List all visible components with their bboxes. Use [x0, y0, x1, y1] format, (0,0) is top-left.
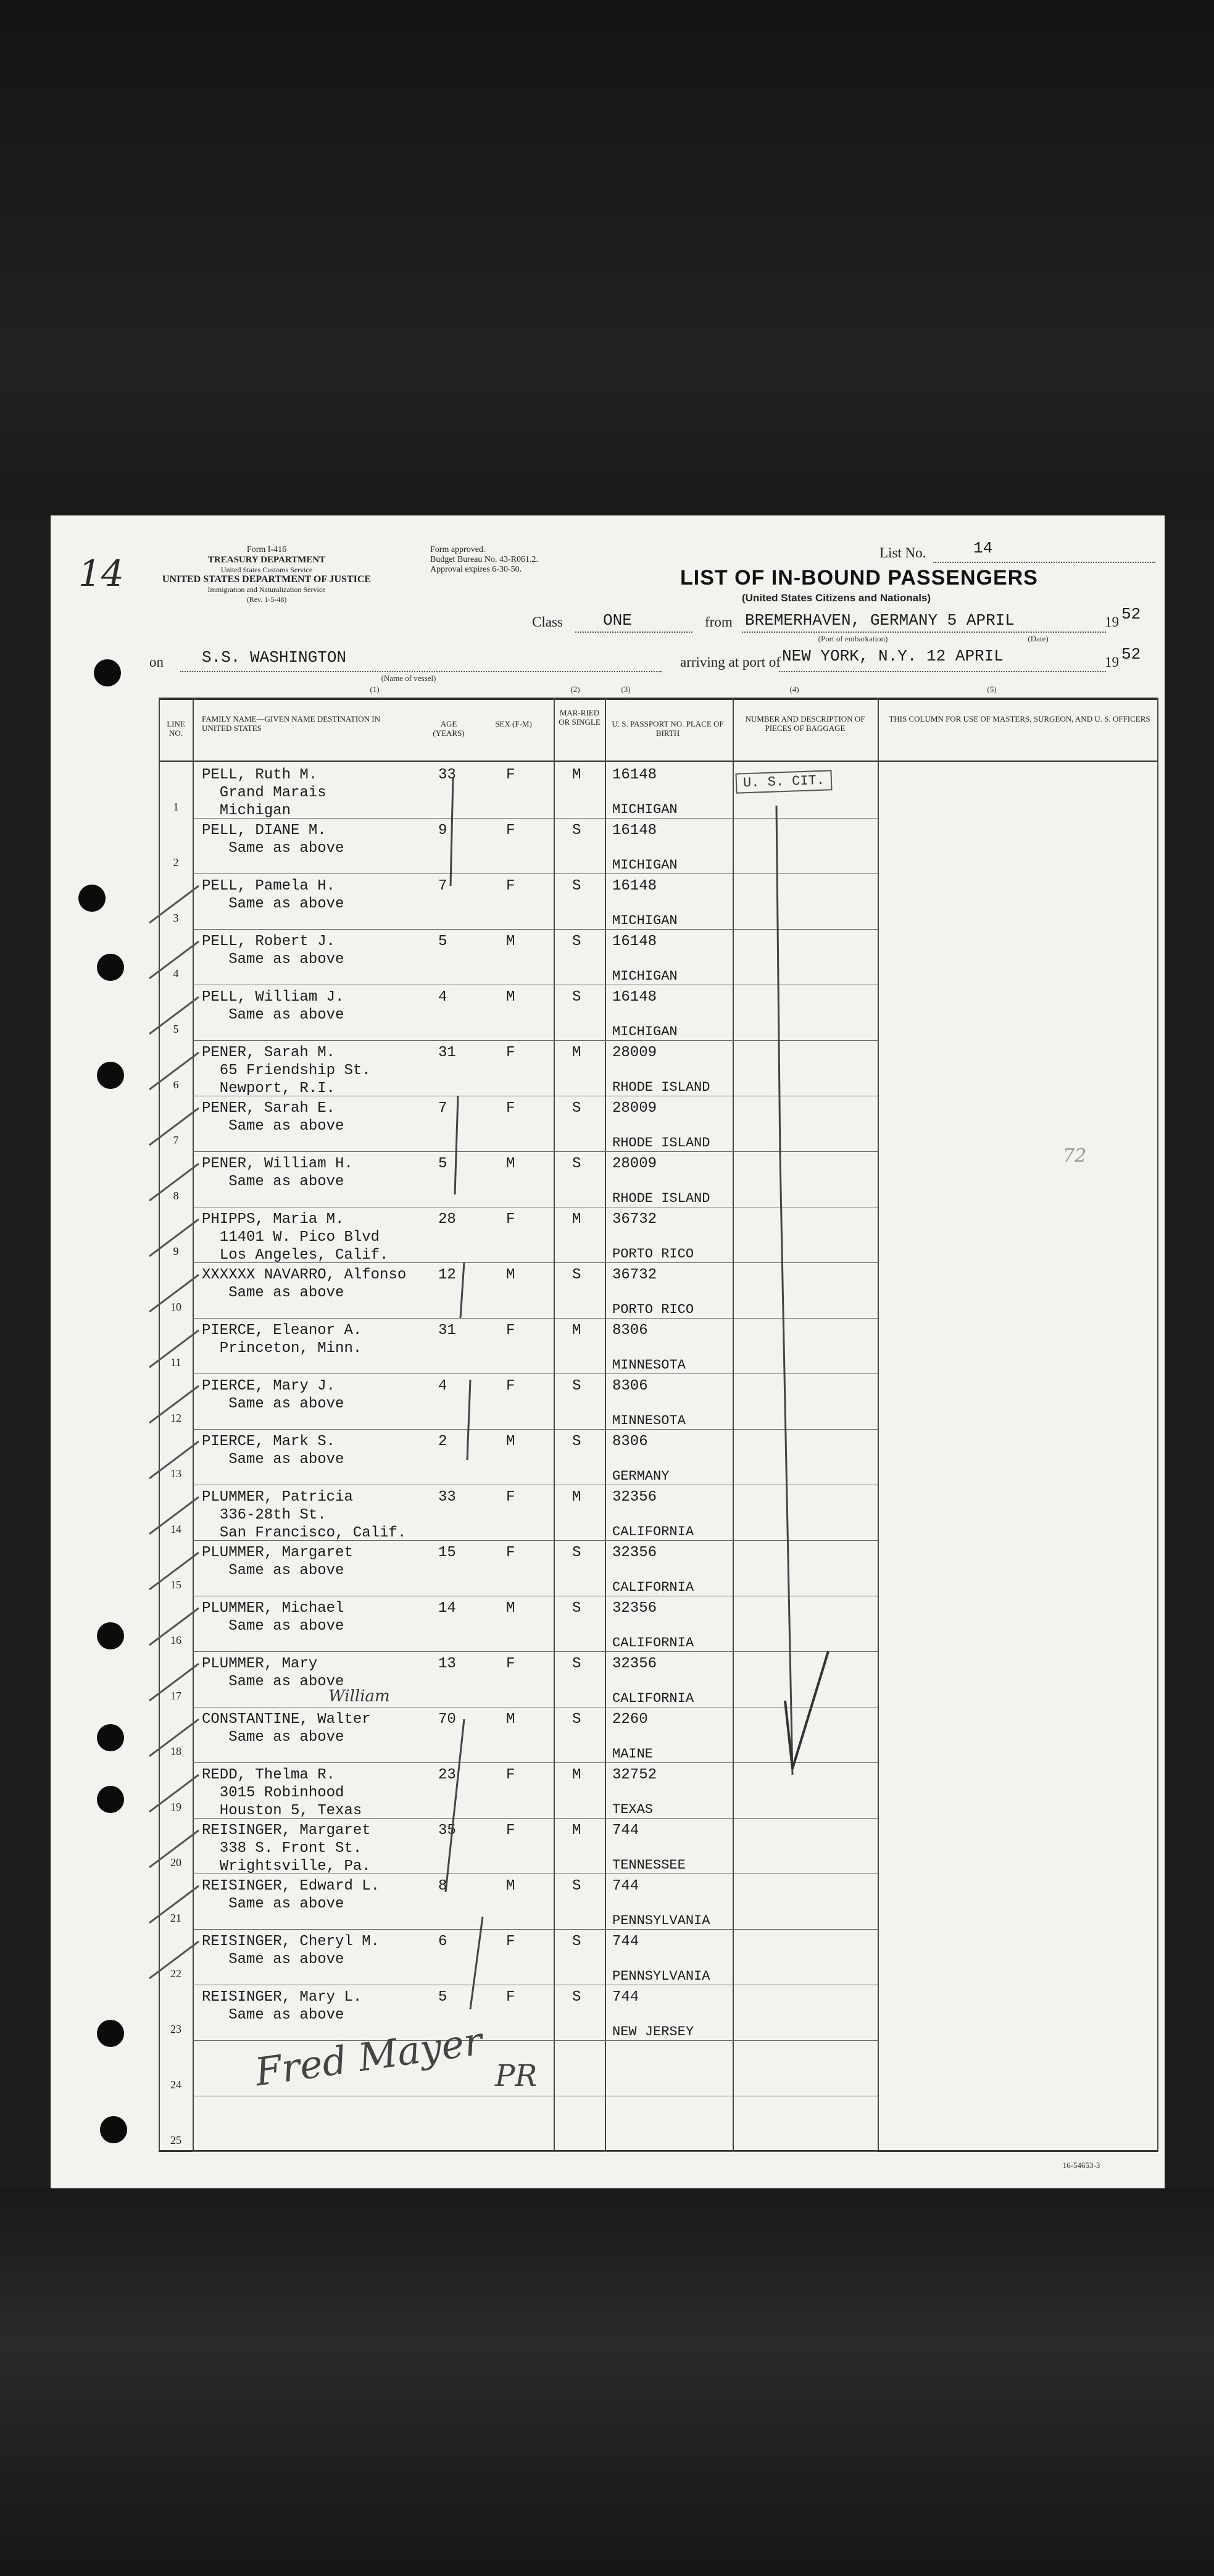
row-line-number: 6 [173, 1078, 179, 1091]
form-id-block [137, 545, 396, 604]
corner-mark: 14 [78, 552, 124, 594]
marital-status: S [572, 1933, 581, 1950]
place-of-birth: MICHIGAN [612, 913, 678, 928]
passenger-sex: M [506, 1878, 515, 1894]
passenger-name: PIERCE, Mark S. Same as above [202, 1433, 344, 1468]
passenger-sex: F [506, 1544, 515, 1561]
approval-text: Form approved. [430, 545, 486, 554]
passenger-sex: M [506, 1433, 515, 1450]
col-num-5: (5) [987, 685, 997, 694]
place-of-birth: MICHIGAN [612, 857, 678, 873]
arrival-line [779, 671, 1106, 672]
arrival-port: NEW YORK, N.Y. 12 APRIL [782, 647, 1004, 665]
passenger-age: 31 [438, 1322, 456, 1339]
class-label: Class [532, 614, 563, 630]
row-line-number: 11 [170, 1356, 181, 1369]
passenger-age: 7 [438, 878, 447, 894]
page-title: LIST OF IN-BOUND PASSENGERS [680, 566, 1038, 590]
passenger-name: PHIPPS, Maria M. 11401 W. Pico Blvd Los Angeles, Calif. [202, 1211, 389, 1264]
from-year: 52 [1121, 605, 1141, 623]
place-of-birth: MICHIGAN [612, 1024, 678, 1040]
marital-status: S [572, 1378, 581, 1394]
row-line-number: 25 [170, 2134, 181, 2146]
passenger-sex: M [506, 933, 515, 950]
passenger-age: 5 [438, 933, 447, 950]
col-border-passport [605, 698, 606, 2151]
punch-hole [97, 1724, 124, 1751]
passport-number: 8306 [612, 1378, 648, 1394]
passenger-name: PLUMMER, Mary Same as above [202, 1656, 344, 1690]
row-line-number: 16 [170, 1634, 181, 1646]
passenger-name: PELL, William J. Same as above [202, 989, 344, 1023]
passenger-age: 6 [438, 1933, 447, 1950]
passport-number: 744 [612, 1878, 639, 1894]
passenger-age: 2 [438, 1433, 447, 1450]
marital-status: M [572, 1822, 581, 1839]
passenger-sex: F [506, 1211, 515, 1228]
place-of-birth: CALIFORNIA [612, 1635, 694, 1651]
row-line-number: 8 [173, 1190, 179, 1202]
margin-note: 72 [1063, 1145, 1087, 1167]
approval-block [430, 545, 628, 575]
place-of-birth: RHODE ISLAND [612, 1135, 710, 1151]
form-number: Form I-416 [246, 545, 287, 554]
passenger-name: PIERCE, Mary J. Same as above [202, 1378, 344, 1412]
row-line-number: 2 [173, 856, 179, 869]
passenger-name: PLUMMER, Michael Same as above [202, 1600, 344, 1635]
passenger-age: 13 [438, 1656, 456, 1672]
punch-hole [97, 2020, 124, 2047]
passenger-sex: M [506, 1711, 515, 1728]
from-value: BREMERHAVEN, GERMANY 5 APRIL [745, 611, 1015, 630]
row-line-number: 18 [170, 1745, 181, 1757]
passenger-age: 4 [438, 1378, 447, 1394]
scan-background-bottom [0, 2188, 1214, 2576]
passport-number: 16148 [612, 767, 657, 783]
row-line-number: 14 [170, 1523, 181, 1535]
passenger-age: 9 [438, 822, 447, 839]
row-divider [193, 2040, 878, 2041]
col-num-2: (2) [570, 685, 580, 694]
row-line-number: 20 [170, 1856, 181, 1869]
passport-number: 744 [612, 1933, 639, 1950]
marital-status: S [572, 1878, 581, 1894]
place-of-birth: CALIFORNIA [612, 1580, 694, 1595]
row-line-number: 10 [170, 1301, 181, 1313]
passenger-name: XXXXXX NAVARRO, Alfonso Same as above [202, 1267, 407, 1301]
form-revision: (Rev. 1-5-48) [246, 595, 287, 604]
place-of-birth: MICHIGAN [612, 802, 678, 817]
passenger-sex: F [506, 878, 515, 894]
place-of-birth: TENNESSEE [612, 1857, 686, 1873]
col-num-4: (4) [789, 685, 799, 694]
marital-status: M [572, 1489, 581, 1506]
class-line [575, 631, 692, 633]
page-subtitle: (United States Citizens and Nationals) [742, 592, 931, 604]
row-line-number: 7 [173, 1134, 179, 1146]
date-caption: (Date) [1028, 634, 1049, 643]
punch-hole [100, 2116, 127, 2143]
citizen-stamp-text: U. S. CIT. [742, 772, 825, 791]
vessel-caption: (Name of vessel) [381, 673, 436, 683]
row-line-number: 1 [173, 801, 179, 813]
family-bracket-lines [396, 762, 495, 2120]
passenger-name: PENER, Sarah M. 65 Friendship St. Newport, R.I. [202, 1044, 371, 1097]
marital-status: S [572, 1711, 581, 1728]
from-label: from [705, 614, 733, 630]
marital-status: S [572, 1433, 581, 1450]
from-line [742, 631, 1106, 633]
name-correction: William [328, 1687, 390, 1706]
place-of-birth: RHODE ISLAND [612, 1080, 710, 1095]
list-no-value: 14 [973, 539, 993, 557]
passenger-sex: F [506, 1989, 515, 2006]
passport-number: 32356 [612, 1489, 657, 1506]
passport-number: 16148 [612, 822, 657, 839]
passenger-age: 5 [438, 1989, 447, 2006]
passport-number: 8306 [612, 1322, 648, 1339]
passenger-sex: F [506, 1933, 515, 1950]
passenger-name: PIERCE, Eleanor A. Princeton, Minn. [202, 1322, 362, 1357]
place-of-birth: NEW JERSEY [612, 2024, 694, 2040]
passenger-age: 33 [438, 767, 456, 783]
header-baggage: NUMBER AND DESCRIPTION OF PIECES OF BAGGAGE [745, 714, 865, 733]
passenger-name: PENER, Sarah E. Same as above [202, 1100, 344, 1135]
passenger-sex: F [506, 767, 515, 783]
passenger-sex: F [506, 1378, 515, 1394]
passenger-sex: F [506, 1656, 515, 1672]
passport-number: 16148 [612, 878, 657, 894]
marital-status: S [572, 1656, 581, 1672]
place-of-birth: RHODE ISLAND [612, 1191, 710, 1206]
passenger-age: 31 [438, 1044, 456, 1061]
header-married: MAR-RIED OR SINGLE [559, 708, 601, 727]
approval-expiry: Approval expires 6-30-50. [430, 565, 522, 574]
punch-hole [78, 885, 106, 912]
passenger-name: CONSTANTINE, Walter Same as above [202, 1711, 371, 1746]
passenger-age: 33 [438, 1489, 456, 1506]
passenger-name: PELL, Pamela H. Same as above [202, 878, 344, 912]
row-line-number: 22 [170, 1967, 181, 1980]
list-no-label: List No. [879, 545, 926, 561]
passport-number: 28009 [612, 1044, 657, 1061]
footer-code: 16-54653-3 [1062, 2161, 1100, 2170]
passenger-sex: F [506, 1489, 515, 1506]
budget-bureau: Budget Bureau No. 43-R061.2. [430, 555, 538, 564]
marital-status: M [572, 1044, 581, 1061]
header-sex: SEX (F-M) [495, 719, 532, 728]
passenger-age: 4 [438, 989, 447, 1006]
passenger-name: PLUMMER, Margaret Same as above [202, 1544, 353, 1579]
col-num-1: (1) [370, 685, 380, 694]
passenger-name: PELL, Robert J. Same as above [202, 933, 344, 968]
col-border-ms [554, 698, 555, 2151]
passenger-sex: F [506, 1822, 515, 1839]
row-line-number: 15 [170, 1578, 181, 1591]
passenger-age: 28 [438, 1211, 456, 1228]
list-no-line [933, 562, 1155, 563]
passenger-age: 12 [438, 1267, 456, 1283]
header-bottom-border [159, 761, 1158, 762]
place-of-birth: PORTO RICO [612, 1246, 694, 1262]
passenger-age: 70 [438, 1711, 456, 1728]
passenger-age: 14 [438, 1600, 456, 1617]
row-line-number: 21 [170, 1912, 181, 1924]
row-line-number: 13 [170, 1467, 181, 1480]
passport-number: 36732 [612, 1267, 657, 1283]
passport-number: 36732 [612, 1211, 657, 1228]
from-year-prefix: 19 [1105, 614, 1119, 630]
marital-status: M [572, 1211, 581, 1228]
place-of-birth: TEXAS [612, 1802, 654, 1817]
marital-status: S [572, 1100, 581, 1117]
passenger-age: 23 [438, 1767, 456, 1783]
marital-status: S [572, 1600, 581, 1617]
passenger-name: REISINGER, Margaret 338 S. Front St. Wrightsville, Pa. [202, 1822, 371, 1875]
place-of-birth: PORTO RICO [612, 1302, 694, 1317]
punch-hole [97, 954, 124, 981]
col-border-right [1157, 698, 1158, 2151]
passport-number: 32356 [612, 1544, 657, 1561]
baggage-pen-marks [736, 787, 878, 2022]
header-official: THIS COLUMN FOR USE OF MASTERS, SURGEON, AND U. S. OFFICERS [889, 714, 1150, 723]
passport-number: 32356 [612, 1600, 657, 1617]
on-label: on [149, 654, 164, 670]
marital-status: S [572, 822, 581, 839]
customs-service: United States Customs Service [220, 565, 313, 574]
punch-hole [97, 1622, 124, 1649]
marital-status: M [572, 1322, 581, 1339]
row-line-number: 19 [170, 1801, 181, 1813]
class-value: ONE [603, 611, 632, 630]
place-of-birth: MICHIGAN [612, 969, 678, 984]
row-line-number: 17 [170, 1690, 181, 1702]
passport-number: 16148 [612, 989, 657, 1006]
margin-tick-marks [143, 775, 217, 2133]
passenger-name: PLUMMER, Patricia 336-28th St. San Francisco, Calif. [202, 1489, 407, 1541]
marital-status: M [572, 767, 581, 783]
officer-signature: Fred Mayer [252, 2018, 485, 2095]
passport-number: 32752 [612, 1767, 657, 1783]
baggage-ditto-line [776, 806, 792, 1775]
marital-status: S [572, 1156, 581, 1172]
vessel-name: S.S. WASHINGTON [202, 648, 347, 667]
scan-background-top [0, 0, 1214, 519]
passenger-age: 15 [438, 1544, 456, 1561]
header-name: FAMILY NAME—GIVEN NAME DESTINATION IN UNITED STATES [202, 714, 381, 733]
passenger-sex: M [506, 989, 515, 1006]
marital-status: S [572, 989, 581, 1006]
passenger-age: 5 [438, 1156, 447, 1172]
passenger-name: PELL, Ruth M. Grand Marais Michigan [202, 767, 326, 819]
passenger-sex: M [506, 1156, 515, 1172]
passenger-sex: F [506, 1100, 515, 1117]
place-of-birth: GERMANY [612, 1469, 670, 1484]
col-border-baggage [733, 698, 734, 2151]
port-embarkation-caption: (Port of embarkation) [818, 634, 888, 643]
place-of-birth: MINNESOTA [612, 1357, 686, 1373]
passenger-name: REISINGER, Mary L. Same as above [202, 1989, 362, 2024]
place-of-birth: MAINE [612, 1746, 654, 1762]
arrival-year-prefix: 19 [1105, 654, 1119, 670]
passenger-name: PELL, DIANE M. Same as above [202, 822, 344, 857]
justice-dept: UNITED STATES DEPARTMENT OF JUSTICE [162, 574, 372, 585]
header-line-no: LINE NO. [167, 719, 185, 738]
marital-status: S [572, 1267, 581, 1283]
marital-status: S [572, 878, 581, 894]
passenger-sex: F [506, 1767, 515, 1783]
passenger-name: REISINGER, Cheryl M. Same as above [202, 1933, 380, 1968]
row-line-number: 3 [173, 912, 179, 924]
vessel-line [180, 671, 662, 672]
passport-number: 744 [612, 1989, 639, 2006]
marital-status: S [572, 933, 581, 950]
place-of-birth: PENNSYLVANIA [612, 1913, 710, 1928]
signature-initials: PR [495, 2059, 538, 2093]
passport-number: 28009 [612, 1156, 657, 1172]
marital-status: S [572, 1989, 581, 2006]
passenger-age: 8 [438, 1878, 447, 1894]
table-top-border [159, 698, 1158, 700]
passport-number: 28009 [612, 1100, 657, 1117]
row-line-number: 12 [170, 1412, 181, 1424]
punch-hole [94, 659, 121, 686]
treasury-dept: TREASURY DEPARTMENT [207, 555, 326, 565]
passenger-name: PENER, William H. Same as above [202, 1156, 353, 1190]
passport-number: 2260 [612, 1711, 648, 1728]
marital-status: M [572, 1767, 581, 1783]
passport-number: 16148 [612, 933, 657, 950]
passport-number: 8306 [612, 1433, 648, 1450]
place-of-birth: MINNESOTA [612, 1413, 686, 1428]
marital-status: S [572, 1544, 581, 1561]
punch-hole [97, 1786, 124, 1813]
place-of-birth: CALIFORNIA [612, 1524, 694, 1540]
header-passport: U. S. PASSPORT NO. PLACE OF BIRTH [612, 719, 724, 738]
arriving-label: arriving at port of [680, 654, 781, 670]
passenger-sex: F [506, 1044, 515, 1061]
passport-number: 32356 [612, 1656, 657, 1672]
passenger-age: 7 [438, 1100, 447, 1117]
arrival-year: 52 [1121, 645, 1141, 664]
passenger-sex: M [506, 1267, 515, 1283]
ins-service: Immigration and Naturalization Service [207, 585, 326, 594]
passenger-name: REDD, Thelma R. 3015 Robinhood Houston 5, Texas [202, 1767, 362, 1819]
row-line-number: 4 [173, 967, 179, 980]
row-line-number: 23 [170, 2023, 181, 2035]
header-age: AGE (YEARS) [433, 719, 465, 738]
passenger-sex: M [506, 1600, 515, 1617]
row-line-number: 9 [173, 1245, 179, 1257]
row-line-number: 5 [173, 1023, 179, 1035]
row-line-number: 24 [170, 2078, 181, 2091]
punch-hole [97, 1062, 124, 1089]
row-divider [193, 2151, 878, 2152]
passenger-sex: F [506, 1322, 515, 1339]
passenger-name: REISINGER, Edward L. Same as above [202, 1878, 380, 1912]
passenger-age: 35 [438, 1822, 456, 1839]
place-of-birth: CALIFORNIA [612, 1691, 694, 1706]
col-num-3: (3) [621, 685, 631, 694]
passenger-sex: F [506, 822, 515, 839]
col-border-official [878, 698, 879, 2151]
passport-number: 744 [612, 1822, 639, 1839]
place-of-birth: PENNSYLVANIA [612, 1969, 710, 1984]
manifest-page [51, 515, 1165, 2188]
